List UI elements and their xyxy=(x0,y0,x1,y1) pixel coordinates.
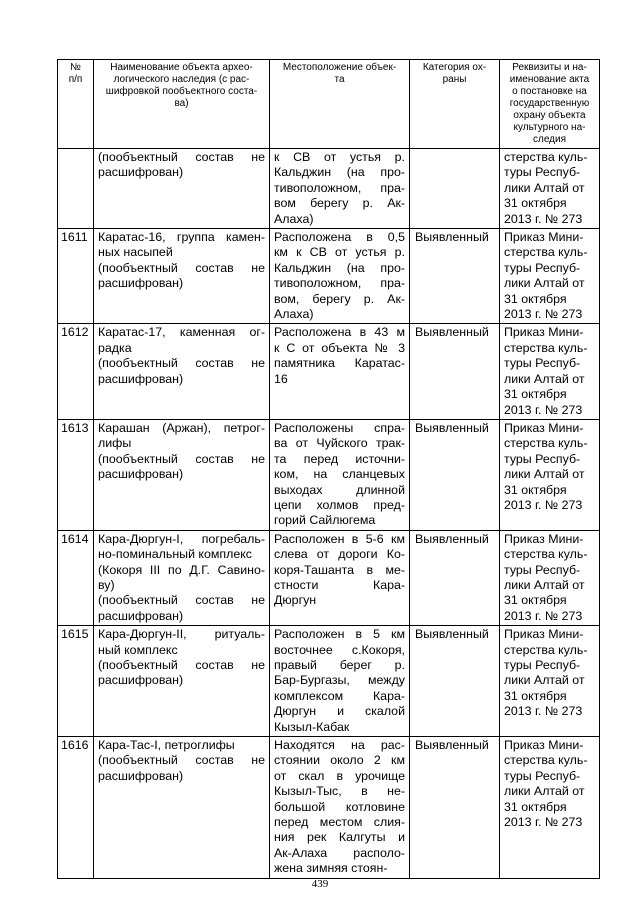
object-name: Кара-Дюргун-I, погребаль- но-поминальный комплекс (Кокоря III по Д.Г. Савино- ву) (пообъектный состав не расшифрован) xyxy=(94,530,270,625)
table-row xyxy=(58,626,600,737)
table-row xyxy=(58,324,600,419)
protection-category: Выявленный xyxy=(410,229,500,324)
object-name: Каратас-17, каменная ог- радка (пообъектный состав не расшифрован) xyxy=(94,324,270,419)
table-row xyxy=(58,530,600,625)
table-body xyxy=(58,149,600,879)
act-requisites: Приказ Мини- стерства куль- туры Респуб- лики Алтай от 31 октября 2013 г. № 273 xyxy=(500,229,600,324)
object-number: 1615 xyxy=(58,626,94,737)
object-location: Расположен в 5 км восточнее с.Кокоря, правый берег р. Бар-Бургазы, между комплексом Кара- Дюргун и скалой Кызыл-Кабак xyxy=(270,626,410,737)
table-row xyxy=(58,737,600,879)
protection-category: Выявленный xyxy=(410,626,500,737)
protection-category: Выявленный xyxy=(410,324,500,419)
protection-category xyxy=(410,149,500,229)
header-location: Местоположение объек- та xyxy=(270,60,410,149)
header-number: № п/п xyxy=(58,60,94,149)
protection-category: Выявленный xyxy=(410,737,500,879)
act-requisites: стерства куль- туры Респуб- лики Алтай от 31 октября 2013 г. № 273 xyxy=(500,149,600,229)
object-name: (пообъектный состав не расшифрован) xyxy=(94,149,270,229)
object-number: 1611 xyxy=(58,229,94,324)
object-location: Расположен в 5-6 км слева от дороги Ко- коря-Ташанта в ме- стности Кара- Дюргун xyxy=(270,530,410,625)
act-requisites: Приказ Мини- стерства куль- туры Респуб- лики Алтай от 31 октября 2013 г. № 273 xyxy=(500,530,600,625)
header-protection-category: Категория ох- раны xyxy=(410,60,500,149)
object-number xyxy=(58,149,94,229)
protection-category: Выявленный xyxy=(410,419,500,530)
protection-category: Выявленный xyxy=(410,530,500,625)
object-name: Кара-Дюргун-II, ритуаль- ный комплекс (пообъектный состав не расшифрован) xyxy=(94,626,270,737)
table-header-row xyxy=(58,60,600,149)
object-location: Расположены спра- ва от Чуйского трак- та перед источни- ком, на сланцевых выходах длинной цепи холмов пред- горий Сайлюгема xyxy=(270,419,410,530)
object-name: Карашан (Аржан), петрог- лифы (пообъектный состав не расшифрован) xyxy=(94,419,270,530)
object-location: к СВ от устья р. Кальджин (на про- тивоположном, пра- вом берегу р. Ак- Алаха) xyxy=(270,149,410,229)
object-location: Находятся на рас- стоянии около 2 км от скал в урочище Кызыл-Тыс, в не- большой котловине перед местом слия- ния рек Калгуты и Ак-Алаха располо- жена зимняя стоян- xyxy=(270,737,410,879)
heritage-objects-table xyxy=(57,59,600,879)
header-act-requisites: Реквизиты и на- именование акта о постановке на государственную охрану объекта культурного на- следия xyxy=(500,60,600,149)
object-name: Кара-Тас-I, петроглифы (пообъектный состав не расшифрован) xyxy=(94,737,270,879)
page-number: 439 xyxy=(311,878,329,890)
object-number: 1612 xyxy=(58,324,94,419)
table-row xyxy=(58,229,600,324)
object-number: 1614 xyxy=(58,530,94,625)
object-number: 1616 xyxy=(58,737,94,879)
object-location: Расположена в 43 м к С от объекта № 3 памятника Каратас- 16 xyxy=(270,324,410,419)
object-location: Расположена в 0,5 км к СВ от устья р. Кальджин (на про- тивоположном, пра- вом, берегу р. Ак- Алаха) xyxy=(270,229,410,324)
object-number: 1613 xyxy=(58,419,94,530)
act-requisites: Приказ Мини- стерства куль- туры Респуб- лики Алтай от 31 октября 2013 г. № 273 xyxy=(500,626,600,737)
act-requisites: Приказ Мини- стерства куль- туры Респуб- лики Алтай от 31 октября 2013 г. № 273 xyxy=(500,737,600,879)
header-object-name: Наименование объекта архео- логического наследия (с рас- шифровкой пообъектного соста- ва) xyxy=(94,60,270,149)
act-requisites: Приказ Мини- стерства куль- туры Респуб- лики Алтай от 31 октября 2013 г. № 273 xyxy=(500,419,600,530)
table-row xyxy=(58,149,600,229)
act-requisites: Приказ Мини- стерства куль- туры Респуб- лики Алтай от 31 октября 2013 г. № 273 xyxy=(500,324,600,419)
object-name: Каратас-16, группа камен- ных насыпей (пообъектный состав не расшифрован) xyxy=(94,229,270,324)
table-row xyxy=(58,419,600,530)
